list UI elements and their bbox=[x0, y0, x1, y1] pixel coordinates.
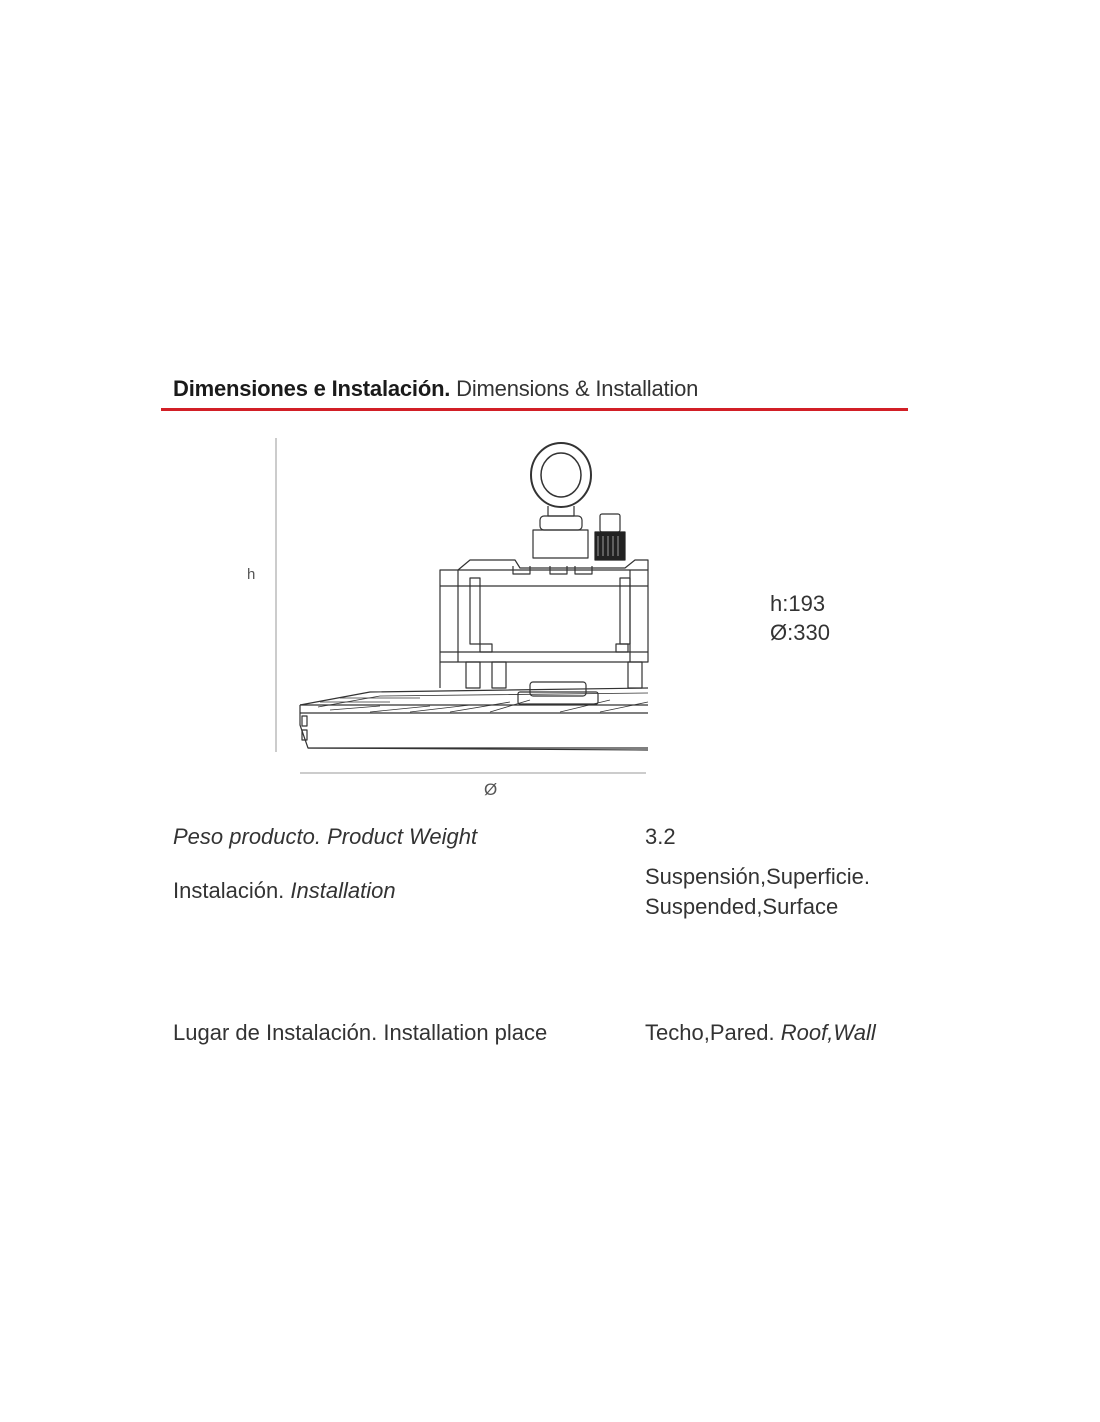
diameter-label: Ø bbox=[484, 780, 498, 799]
weight-label-es: Peso producto. bbox=[173, 824, 321, 849]
luminaire-drawing bbox=[230, 430, 670, 810]
place-value-en: Roof,Wall bbox=[780, 1020, 876, 1045]
section-title-es: Dimensiones e Instalación. bbox=[173, 376, 451, 401]
luminaire-illustration bbox=[300, 443, 648, 750]
place-label-es: Lugar de Instalación. bbox=[173, 1020, 378, 1045]
installation-label-es: Instalación. bbox=[173, 878, 285, 903]
place-label-en: Installation place bbox=[383, 1020, 548, 1045]
weight-label bbox=[173, 822, 477, 852]
weight-value: 3.2 bbox=[645, 824, 676, 849]
weight-label-en: Product Weight bbox=[327, 824, 478, 849]
height-value: h:193 bbox=[770, 591, 826, 616]
place-label bbox=[173, 1018, 547, 1048]
place-value-es: Techo,Pared. bbox=[645, 1020, 775, 1045]
section-title bbox=[173, 376, 698, 402]
height-label: h bbox=[247, 566, 256, 583]
section-title-en: Dimensions & Installation bbox=[456, 376, 699, 401]
section-divider bbox=[161, 408, 908, 411]
installation-label bbox=[173, 876, 396, 906]
diameter-value: Ø:330 bbox=[770, 620, 830, 645]
installation-value bbox=[645, 862, 870, 922]
installation-label-en: Installation bbox=[290, 878, 396, 903]
dimensions-readout bbox=[770, 589, 830, 647]
installation-value-es: Suspensión,Superficie. bbox=[645, 864, 871, 889]
installation-value-en: Suspended,Surface bbox=[645, 894, 839, 919]
place-value bbox=[645, 1018, 876, 1048]
